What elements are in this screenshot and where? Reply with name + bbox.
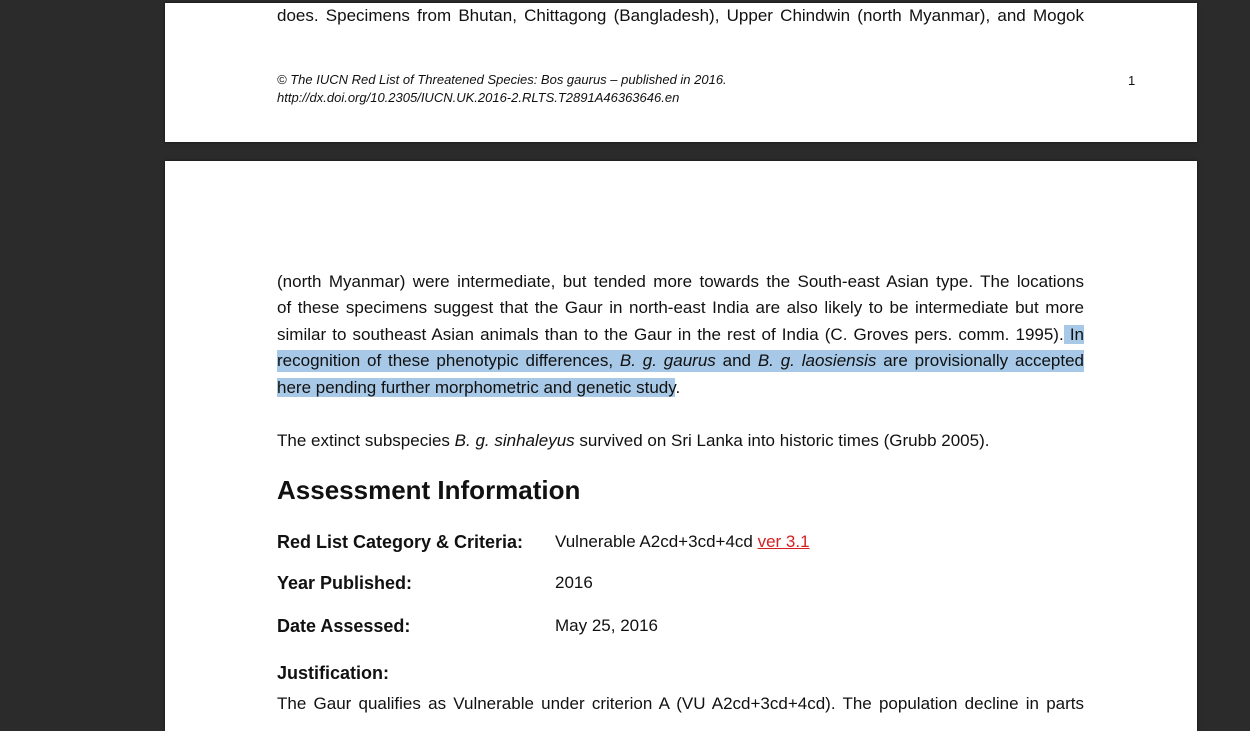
text-run: similar to southeast Asian animals than to the Gaur in the rest of India (C. Groves pers. comm. 1995). bbox=[277, 325, 1064, 344]
selected-text[interactable]: here pending further morphometric and genetic study bbox=[277, 378, 676, 397]
text-run: recognition of these phenotypic differences, bbox=[277, 351, 620, 370]
body-text-line bbox=[277, 324, 1084, 346]
text-run: The extinct subspecies bbox=[277, 431, 455, 450]
page-number: 1 bbox=[1128, 73, 1136, 88]
body-text-line bbox=[277, 377, 680, 399]
text-run: . bbox=[675, 378, 681, 397]
body-text-line: does. Specimens from Bhutan, Chittagong (Bangladesh), Upper Chindwin (north Myanmar), and Mogok bbox=[277, 6, 1084, 25]
species-name: B. g. sinhaleyus bbox=[454, 431, 575, 450]
text-run: are provisionally accepted bbox=[876, 351, 1084, 370]
year-value: 2016 bbox=[555, 573, 593, 592]
justification-label: Justification: bbox=[277, 663, 390, 683]
selected-text[interactable]: In bbox=[1063, 325, 1084, 344]
category-value bbox=[555, 530, 810, 554]
justification-text: The Gaur qualifies as Vulnerable under criterion A (VU A2cd+3cd+4cd). The population decline in parts bbox=[277, 694, 1084, 713]
pdf-page-1 bbox=[165, 3, 1197, 142]
species-name: B. g. gaurus bbox=[619, 351, 716, 370]
year-label: Year Published: bbox=[277, 573, 413, 593]
category-label: Red List Category & Criteria: bbox=[277, 532, 524, 552]
date-value: May 25, 2016 bbox=[555, 616, 659, 635]
section-heading: Assessment Information bbox=[277, 475, 581, 505]
text-run: survived on Sri Lanka into historic times (Grubb 2005). bbox=[574, 431, 990, 450]
species-name: B. g. laosiensis bbox=[757, 351, 877, 370]
pdf-page-2 bbox=[165, 161, 1197, 731]
text-run: Vulnerable A2cd+3cd+4cd bbox=[555, 532, 758, 551]
text-run: and bbox=[715, 351, 758, 370]
selected-text-line[interactable] bbox=[277, 350, 1084, 372]
citation-doi: http://dx.doi.org/10.2305/IUCN.UK.2016-2.RLTS.T2891A46363646.en bbox=[277, 90, 680, 105]
criteria-version-link[interactable]: ver 3.1 bbox=[757, 532, 810, 551]
body-text-line: of these specimens suggest that the Gaur in north-east India are also likely to be intermediate but more bbox=[277, 298, 1084, 317]
body-text-line bbox=[277, 430, 989, 452]
body-text-line: (north Myanmar) were intermediate, but tended more towards the South-east Asian type. The locations bbox=[277, 272, 1084, 291]
date-label: Date Assessed: bbox=[277, 616, 411, 636]
citation-line: © The IUCN Red List of Threatened Species: Bos gaurus – published in 2016. bbox=[277, 72, 727, 87]
